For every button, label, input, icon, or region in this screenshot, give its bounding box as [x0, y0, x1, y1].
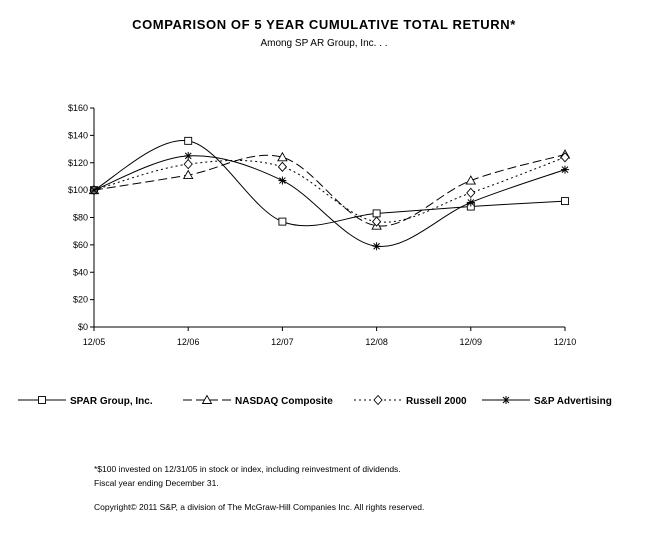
data-point-square	[373, 210, 380, 217]
legend-marker-diamond	[374, 396, 382, 405]
data-point-triangle	[466, 176, 475, 184]
x-tick-label: 12/07	[271, 337, 294, 347]
x-tick-label: 12/08	[365, 337, 388, 347]
y-tick-label: $120	[67, 157, 88, 168]
data-point-square	[562, 198, 569, 205]
y-tick-label: $60	[72, 239, 88, 250]
legend-item	[354, 396, 467, 408]
data-point-square	[279, 218, 286, 225]
data-point-star	[184, 152, 192, 160]
data-point-star	[90, 186, 98, 194]
series-spar-group-inc	[91, 137, 569, 225]
y-tick-label: $40	[72, 267, 88, 278]
series-line	[94, 155, 565, 226]
x-tick-label: 12/05	[82, 337, 106, 347]
y-tick-label: $160	[67, 103, 88, 113]
legend-label: SPAR Group, Inc.	[70, 396, 153, 407]
data-point-diamond	[184, 160, 192, 169]
series-line	[94, 157, 565, 222]
data-point-square	[185, 137, 192, 144]
series-line	[94, 140, 565, 225]
series-russell-2000	[90, 153, 569, 226]
legend-item	[18, 396, 153, 407]
x-tick-label: 12/06	[176, 337, 200, 347]
y-tick-label: $0	[77, 322, 88, 332]
data-point-diamond	[278, 162, 286, 171]
x-tick-label: 12/10	[553, 337, 577, 347]
chart-title: COMPARISON OF 5 YEAR CUMULATIVE TOTAL RETURN*	[132, 17, 516, 32]
series-line	[94, 156, 565, 247]
x-tick-label: 12/09	[459, 337, 483, 347]
y-tick-label: $100	[67, 185, 88, 196]
data-point-diamond	[467, 188, 475, 197]
legend-label: S&P Advertising	[534, 396, 612, 407]
footnote-copyright: Copyright© 2011 S&P, a division of The McGraw-Hill Companies Inc. All rights reserved.	[94, 502, 425, 512]
data-point-star	[278, 177, 286, 185]
legend-label: Russell 2000	[406, 396, 467, 407]
chart-subtitle: Among SP AR Group, Inc. . .	[260, 38, 388, 49]
legend-marker-star	[502, 396, 510, 404]
legend-label: NASDAQ Composite	[235, 396, 333, 407]
series-s-p-advertising	[90, 152, 569, 250]
y-tick-label: $140	[67, 130, 88, 141]
data-point-star	[373, 242, 381, 250]
footnote-fiscal-year: Fiscal year ending December 31.	[94, 478, 219, 488]
legend-marker-square	[39, 397, 46, 404]
y-tick-label: $80	[72, 212, 88, 223]
data-point-star	[467, 198, 475, 206]
y-tick-label: $20	[72, 294, 88, 305]
legend-item	[482, 396, 612, 407]
footnote-investment: *$100 invested on 12/31/05 in stock or index, including reinvestment of dividends.	[94, 464, 401, 474]
legend-item	[183, 396, 333, 408]
data-point-star	[561, 166, 569, 174]
